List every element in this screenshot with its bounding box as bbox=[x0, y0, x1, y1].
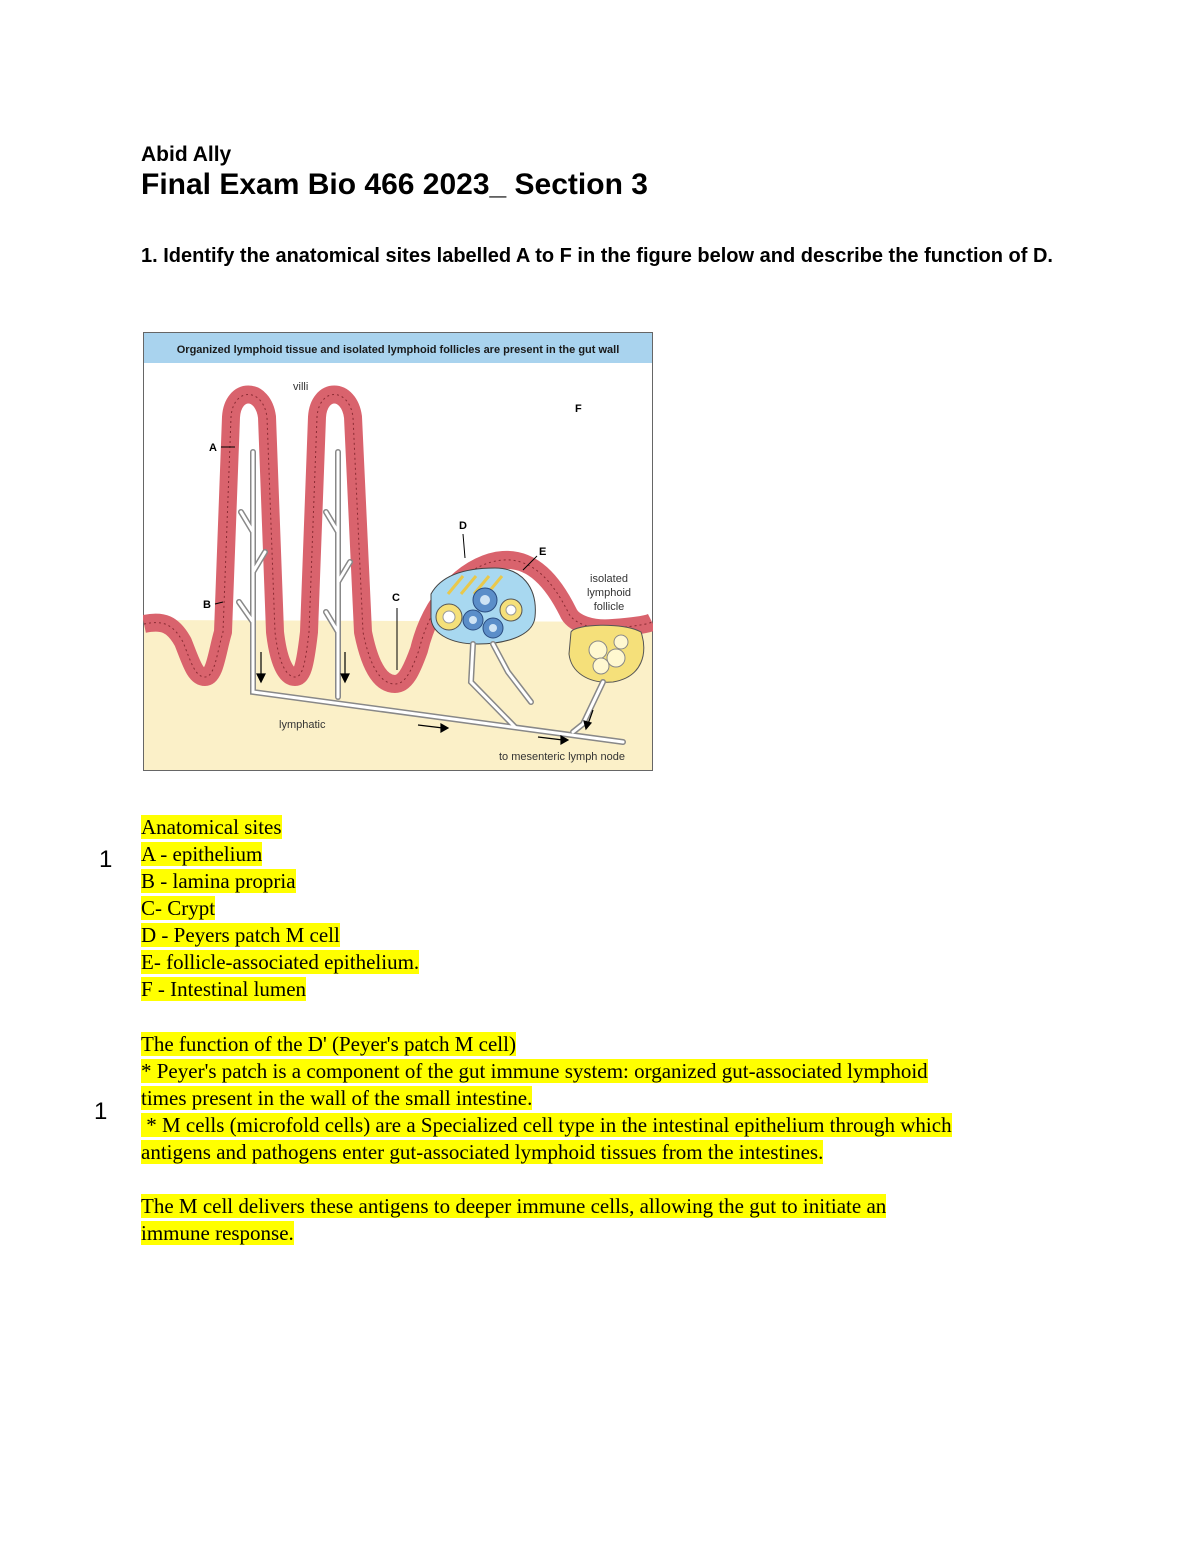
label-d: D bbox=[459, 520, 467, 532]
question-text: 1. Identify the anatomical sites labelled A to F in the figure below and describe the function of D. bbox=[141, 245, 1053, 267]
site-a: A - epithelium bbox=[141, 842, 263, 866]
conclusion-line: immune response. bbox=[141, 1221, 294, 1245]
exam-title: Final Exam Bio 466 2023_ Section 3 bbox=[141, 168, 648, 201]
site-b: B - lamina propria bbox=[141, 869, 296, 893]
label-isolated-2: lymphoid bbox=[586, 587, 632, 599]
site-c: C- Crypt bbox=[141, 896, 216, 920]
author-name: Abid Ally bbox=[141, 143, 232, 166]
label-f: F bbox=[575, 403, 582, 415]
conclusion-answer bbox=[141, 1193, 886, 1247]
label-lymphatic: lymphatic bbox=[279, 719, 326, 731]
function-line: * Peyer's patch is a component of the gut immune system: organized gut-associated lymphoid bbox=[141, 1059, 928, 1083]
gut-wall-figure bbox=[143, 332, 653, 771]
figure-banner: Organized lymphoid tissue and isolated lymphoid follicles are present in the gut wall bbox=[176, 344, 620, 356]
label-e: E bbox=[539, 546, 547, 558]
label-lymph-node: to mesenteric lymph node bbox=[499, 751, 625, 763]
site-f: F - Intestinal lumen bbox=[141, 977, 307, 1001]
score-mark-1: 1 bbox=[99, 846, 113, 873]
score-mark-2: 1 bbox=[94, 1098, 108, 1125]
sites-heading: Anatomical sites bbox=[141, 815, 282, 839]
label-isolated-3: follicle bbox=[593, 601, 625, 613]
label-b: B bbox=[203, 599, 211, 611]
anatomical-sites-answer bbox=[141, 814, 419, 1003]
site-d: D - Peyers patch M cell bbox=[141, 923, 340, 947]
label-villi: villi bbox=[293, 381, 309, 393]
function-heading: The function of the D' (Peyer's patch M cell) bbox=[141, 1032, 516, 1056]
function-line: antigens and pathogens enter gut-associated lymphoid tissues from the intestines. bbox=[141, 1140, 824, 1164]
function-line: times present in the wall of the small intestine. bbox=[141, 1086, 533, 1110]
label-c: C bbox=[392, 592, 400, 604]
label-isolated-1: isolated bbox=[590, 573, 628, 585]
function-line: * M cells (microfold cells) are a Specialized cell type in the intestinal epithelium through which bbox=[141, 1113, 952, 1137]
label-a: A bbox=[209, 442, 217, 454]
site-e: E- follicle-associated epithelium. bbox=[141, 950, 420, 974]
function-answer bbox=[141, 1031, 952, 1166]
conclusion-line: The M cell delivers these antigens to deeper immune cells, allowing the gut to initiate an bbox=[141, 1194, 887, 1218]
